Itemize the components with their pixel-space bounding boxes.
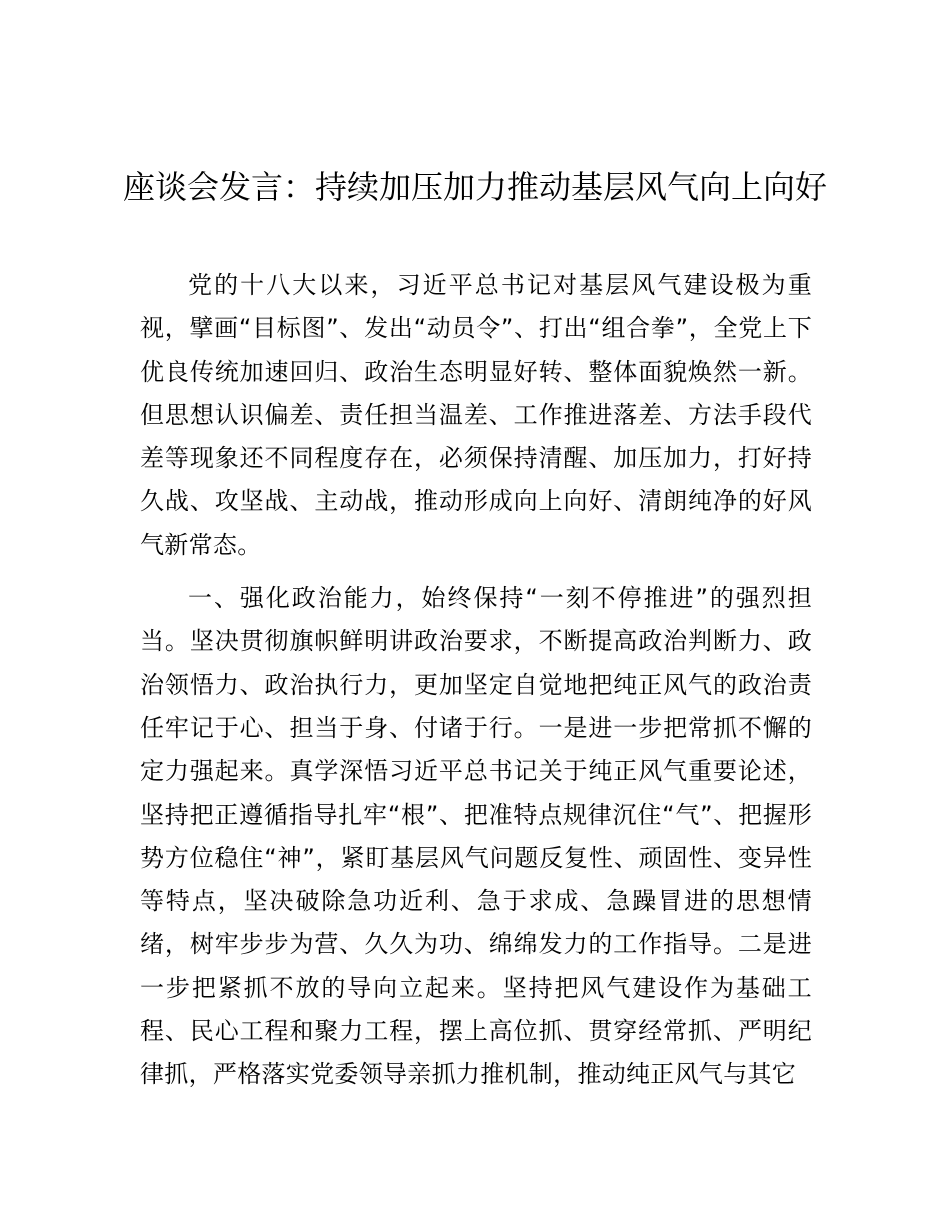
document-body <box>140 264 812 1097</box>
paragraph-section-one: 一、强化政治能力，始终保持“一刻不停推进”的强烈担当。坚决贯彻旗帜鲜明讲政治要求，不断提高政治判断力、政治领悟力、政治执行力，更加坚定自觉地把纯正风气的政治责任牢记于心、担当于身、付诸于行。一是进一步把常抓不懈的定力强起来。真学深悟习近平总书记关于纯正风气重要论述，坚持把正遵循指导扎牢“根”、把准特点规律沉住“气”、把握形势方位稳住“神”，紧盯基层风气问题反复性、顽固性、变异性等特点，坚决破除急功近利、急于求成、急躁冒进的思想情绪，树牢步步为营、久久为功、绵绵发力的工作指导。二是进一步把紧抓不放的导向立起来。坚持把风气建设作为基础工程、民心工程和聚力工程，摆上高位抓、贯穿经常抓、严明纪律抓，严格落实党委领导亲抓力推机制，推动纯正风气与其它 <box>140 584 812 1089</box>
document-title: 座谈会发言：持续加压加力推动基层风气向上向好 <box>122 168 827 206</box>
paragraph-intro: 党的十八大以来，习近平总书记对基层风气建设极为重视，擘画“目标图”、发出“动员令”、打出“组合拳”，全党上下优良传统加速回归、政治生态明显好转、整体面貌焕然一新。但思想认识偏差、责任担当温差、工作推进落差、方法手段代差等现象还不同程度存在，必须保持清醒、加压加力，打好持久战、攻坚战、主动战，推动形成向上向好、清朗纯净的好风气新常态。 <box>140 271 812 559</box>
